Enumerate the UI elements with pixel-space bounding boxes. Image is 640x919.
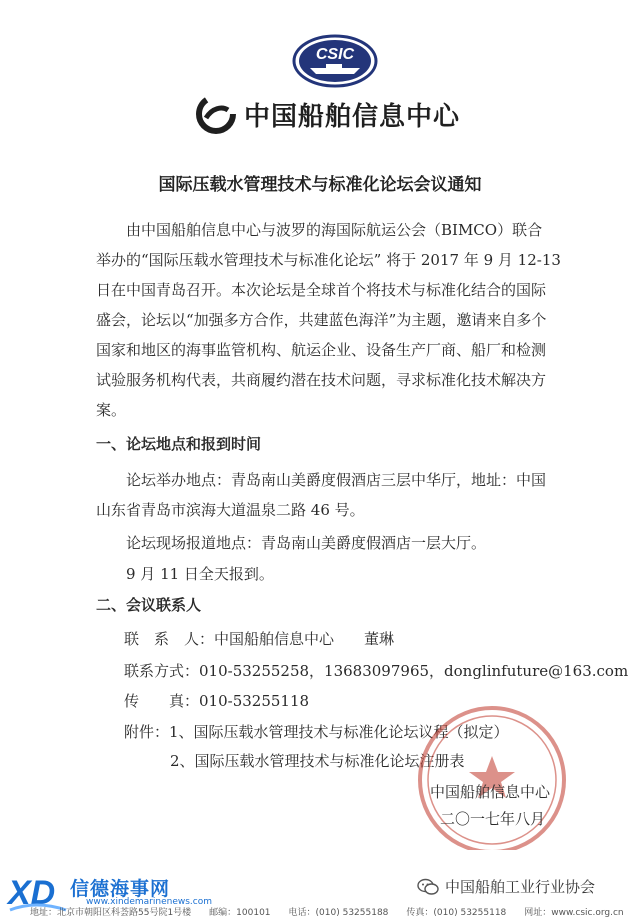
section-heading-venue: 一、论坛地点和报到时间	[96, 435, 262, 453]
contact-phone: 联系方式：010-53255258，13683097965，donglinfuture@163.com	[124, 662, 629, 680]
org-name: 中国船舶信息中心	[244, 101, 461, 132]
svg-text:XD: XD	[8, 874, 56, 912]
xd-site-name: 信德海事网	[70, 878, 171, 900]
venue-line: 山东省青岛市滨海大道温泉二路 46 号。	[96, 501, 365, 519]
csic-logo	[292, 34, 378, 88]
wechat-account	[417, 876, 595, 897]
signature-date: 二〇一七年八月	[440, 810, 546, 828]
intro-line: 举办的“国际压载水管理技术与标准化论坛” 将于 2017 年 9 月 12-13	[96, 251, 561, 269]
checkin-time: 9 月 11 日全天报到。	[126, 565, 274, 583]
wechat-account-name: 中国船舶工业行业协会	[445, 878, 596, 896]
venue-line: 论坛举办地点：青岛南山美爵度假酒店三层中华厅，地址：中国	[126, 471, 547, 489]
section-heading-contact: 二、会议联系人	[96, 596, 202, 614]
svg-text:CSIC: CSIC	[315, 46, 355, 63]
attachment-2: 2、国际压载水管理技术与标准化论坛注册表	[170, 752, 465, 770]
intro-line: 案。	[96, 401, 127, 419]
checkin-place: 论坛现场报道地点：青岛南山美爵度假酒店一层大厅。	[126, 534, 487, 552]
contact-person: 联 系 人：中国船舶信息中心 董琳	[124, 630, 395, 648]
brand-header	[196, 90, 460, 138]
wechat-icon	[417, 878, 439, 896]
info-center-emblem-icon	[196, 94, 236, 134]
xd-site-url: www.xindemarinenews.com	[86, 897, 212, 907]
signature-org: 中国船舶信息中心	[430, 783, 551, 801]
intro-line: 试验服务机构代表，共商履约潜在技术问题，寻求标准化技术解决方	[96, 371, 547, 389]
attachment-1: 附件：1、国际压载水管理技术与标准化论坛议程（拟定）	[124, 723, 509, 741]
intro-line: 盛会，论坛以“加强多方合作，共建蓝色海洋”为主题，邀请来自多个	[96, 311, 547, 329]
footer-contact-line: 地址：北京市朝阳区科荟路55号院1号楼 邮编：100101 电话：(010) 53255188 传真：(010) 53255118 网址：www.csic.org.cn	[30, 908, 624, 918]
page-title: 国际压载水管理技术与标准化论坛会议通知	[158, 175, 482, 195]
contact-fax: 传 真：010-53255118	[124, 692, 310, 710]
intro-line: 日在中国青岛召开。本次论坛是全球首个将技术与标准化结合的国际	[96, 281, 547, 299]
intro-line: 国家和地区的海事监管机构、航运企业、设备生产厂商、船厂和检测	[96, 341, 547, 359]
intro-line: 由中国船舶信息中心与波罗的海国际航运公会（BIMCO）联合	[126, 221, 543, 239]
